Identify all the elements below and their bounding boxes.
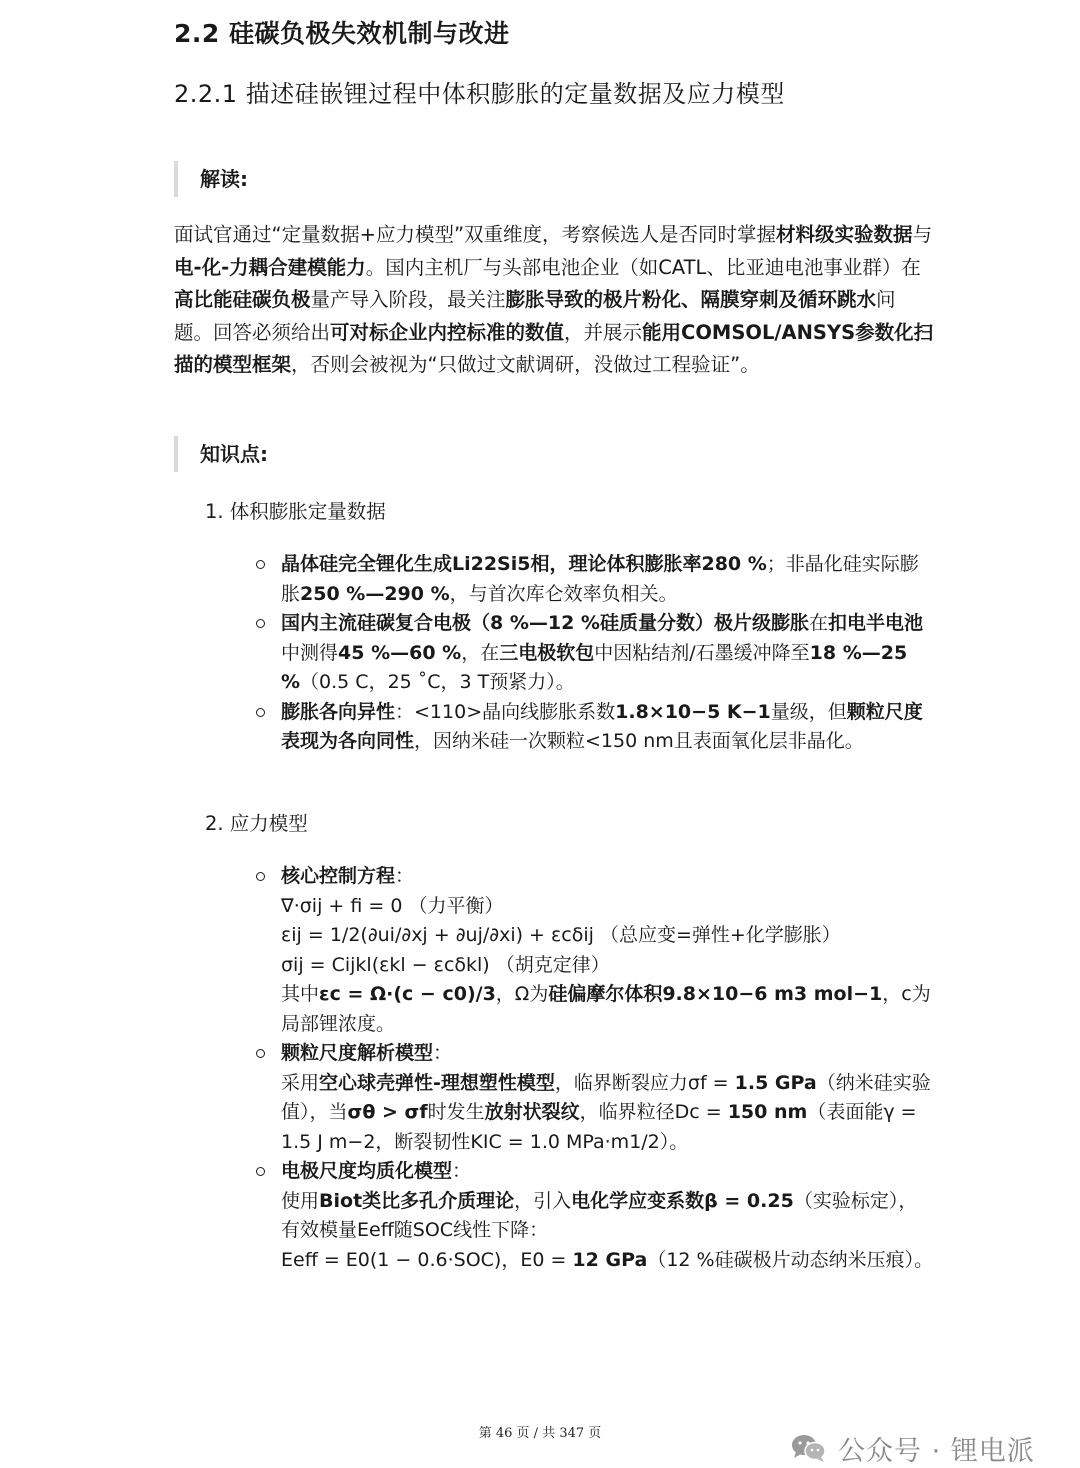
bullet-circle-icon: [256, 708, 265, 717]
bullet-circle-icon: [256, 1167, 265, 1176]
bullet-circle-icon: [256, 619, 265, 628]
equation-force-balance: ∇·σij + fi = 0 （力平衡）: [281, 894, 504, 917]
bullet-circle-icon: [256, 872, 265, 881]
equation-hooke: σij = Cijkl(εkl − εcδkl) （胡克定律）: [281, 953, 610, 976]
interpretation-paragraph: 面试官通过“定量数据+应力模型”双重维度，考察候选人是否同时掌握材料级实验数据与电-化-力耦合建模能力。国内主机厂与头部电池企业（如CATL、比亚迪电池事业群）在高比能硅碳负极量产导入阶段，最关注膨胀导致的极片粉化、隔膜穿刺及循环跳水问题。回答必须给出可对标企业内控标准的数值，并展示能用COMSOL/ANSYS参数化扫描的模型框架，否则会被视为“只做过文献调研，没做过工程验证”。: [174, 223, 934, 376]
list-item: 颗粒尺度解析模型： 采用空心球壳弹性-理想塑性模型，临界断裂应力σf = 1.5 GPa（纳米硅实验值），当σθ > σf时发生放射状裂纹，临界粒径Dc = 150 nm（表面能γ = 1.5 J m−2，断裂韧性KIC = 1.0 MPa·m1/2）。: [256, 1039, 936, 1157]
list-title-stress-model: 2. 应力模型: [205, 812, 308, 835]
stress-model-list: [256, 862, 936, 1275]
page-number: 第 46 页 / 共 347 页: [478, 1426, 602, 1441]
wechat-icon: [790, 1432, 828, 1464]
equation-strain: εij = 1/2(∂ui/∂xj + ∂uj/∂xi) + εcδij （总应变=弹性+化学膨胀）: [281, 924, 841, 946]
volume-expansion-list: [256, 550, 936, 757]
list-item: 国内主流硅碳复合电极（8 %—12 %硅质量分数）极片级膨胀在扣电半电池中测得45 %—60 %，在三电极软包中因粘结剂/石墨缓冲降至18 %—25 %（0.5 C，25 ˚C，3 T预紧力）。: [256, 609, 936, 698]
section-title: 2.2 硅碳负极失效机制与改进: [174, 19, 510, 48]
list-item: 电极尺度均质化模型： 使用Biot类比多孔介质理论，引入电化学应变系数β = 0.25（实验标定），有效模量Eeff随SOC线性下降： Eeff = E0(1 − 0.6·SOC)，E0 = 12 GPa（12 %硅碳极片动态纳米压痕）。: [256, 1157, 936, 1275]
watermark-text: 公众号 · 锂电派: [838, 1435, 1035, 1467]
list-title-volume-expansion: 1. 体积膨胀定量数据: [205, 500, 386, 523]
bullet-circle-icon: [256, 1049, 265, 1058]
list-item: 膨胀各向异性：<110>晶向线膨胀系数1.8×10−5 K−1量级，但颗粒尺度表现为各向同性，因纳米硅一次颗粒<150 nm且表面氧化层非晶化。: [256, 698, 936, 757]
bullet-circle-icon: [256, 560, 265, 569]
list-item: 核心控制方程： ∇·σij + fi = 0 （力平衡） εij = 1/2(∂ui/∂xj + ∂uj/∂xi) + εcδij （总应变=弹性+化学膨胀） σij = Cijkl(εkl − εcδkl) （胡克定律） 其中εc = Ω·(c − c0)/3，Ω为硅偏摩尔体积9.8×10−6 m3 mol−1，c为局部锂浓度。: [256, 862, 936, 1039]
interpretation-heading: 解读:: [174, 161, 248, 197]
list-item: 晶体硅完全锂化生成Li22Si5相，理论体积膨胀率280 %；非晶化硅实际膨胀250 %—290 %，与首次库仑效率负相关。: [256, 550, 936, 609]
knowledge-heading: 知识点:: [174, 436, 268, 472]
watermark: [790, 1428, 1035, 1468]
subsection-title: 2.2.1 描述硅嵌锂过程中体积膨胀的定量数据及应力模型: [174, 80, 785, 108]
